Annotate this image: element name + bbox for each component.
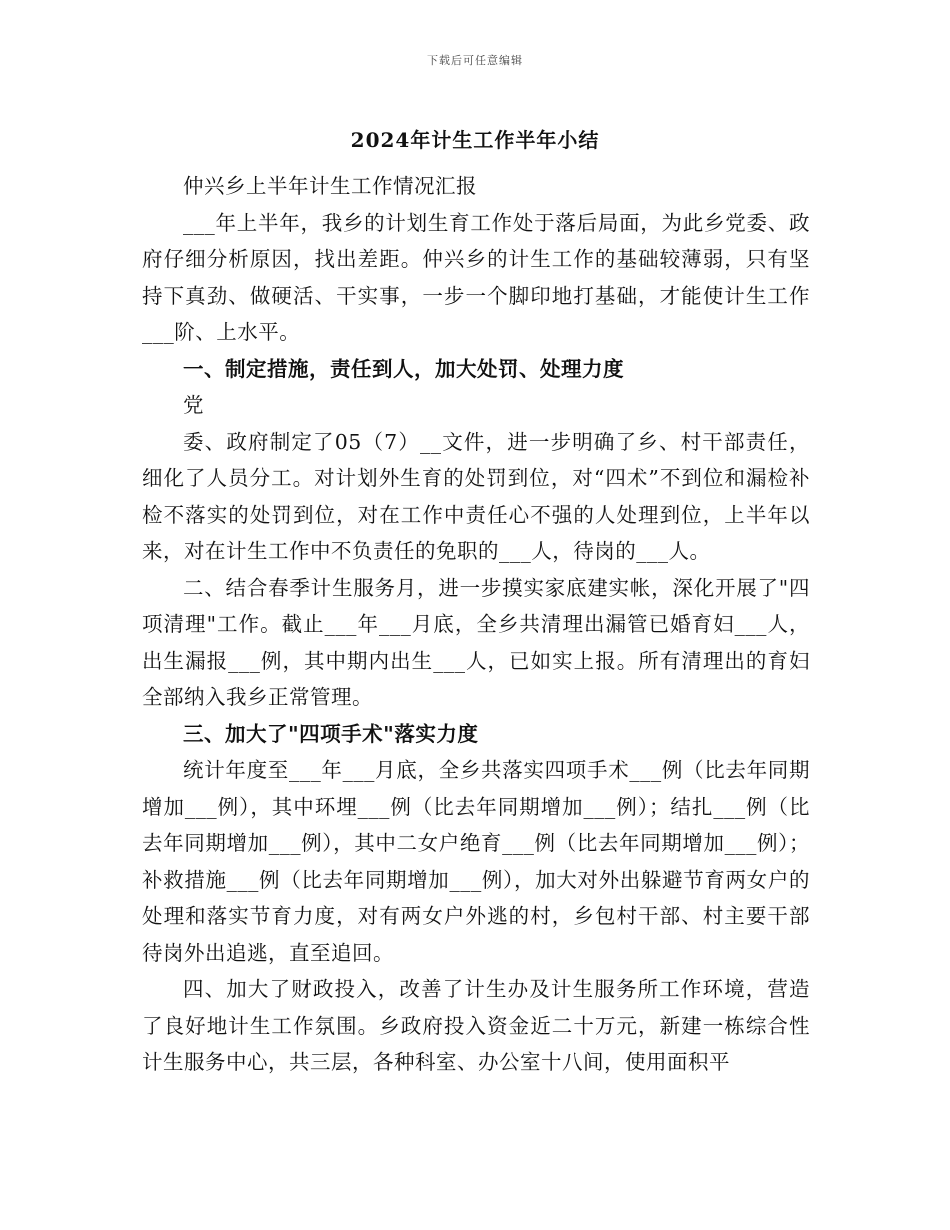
page-header-note: 下载后可任意编辑: [427, 54, 523, 67]
body-paragraph: ___年上半年，我乡的计划生育工作处于落后局面，为此乡党委、政府仔细分析原因，找出差距。仲兴乡的计生工作的基础较薄弱，只有坚持下真劲、做硬活、干实事，一步一个脚印地打基础，才能使计生工作___阶、上水平。: [142, 210, 810, 344]
body-paragraph: 仲兴乡上半年计生工作情况汇报: [183, 174, 477, 198]
body-paragraph: 四、加大了财政投入，改善了计生办及计生服务所工作环境，营造了良好地计生工作氛围。乡政府投入资金近二十万元，新建一栋综合性计生服务中心，共三层，各种科室、办公室十八间，使用面积平: [142, 977, 810, 1074]
section-heading: 三、加大了"四项手术"落实力度: [183, 721, 479, 746]
body-paragraph: 统计年度至___年___月底，全乡共落实四项手术___例（比去年同期增加___例），其中环埋___例（比去年同期增加___例）；结扎___例（比去年同期增加___例），其中二女户绝育___例（比去年同期增加___例）；补救措施___例（比去年同期增加___例），加大对外出躲避节育两女户的处理和落实节育力度，对有两女户外逃的村，乡包村干部、村主要干部待岗外出追逃，直至追回。: [142, 758, 810, 965]
document-title: 2024年计生工作半年小结: [350, 128, 600, 152]
body-paragraph: 党: [183, 393, 204, 417]
body-paragraph: 委、政府制定了05（7）__文件，进一步明确了乡、村干部责任，细化了人员分工。对计划外生育的处罚到位，对“四术”不到位和漏检补检不落实的处罚到位，对在工作中责任心不强的人处理到位，上半年以来，对在计生工作中不负责任的免职的___人，待岗的___人。: [142, 429, 810, 563]
section-heading: 一、制定措施，责任到人，加大处罚、处理力度: [183, 356, 624, 381]
document-body: [142, 168, 810, 1081]
body-paragraph: 二、结合春季计生服务月，进一步摸实家底建实帐，深化开展了"四项清理"工作。截止___年___月底，全乡共清理出漏管已婚育妇___人，出生漏报___例，其中期内出生___人，已如实上报。所有清理出的育妇全部纳入我乡正常管理。: [142, 575, 810, 709]
